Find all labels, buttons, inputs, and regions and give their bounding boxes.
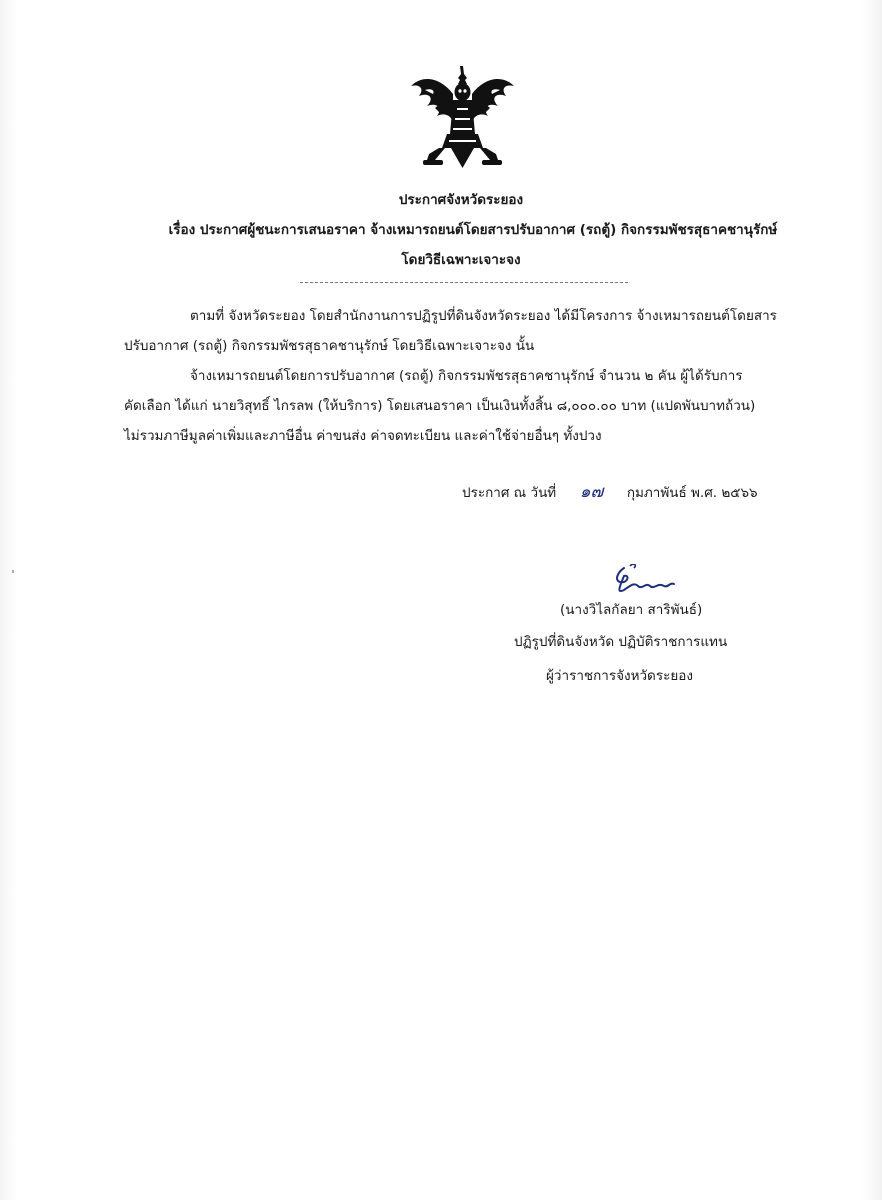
date-month-year: กุมภาพันธ์ พ.ศ. ๒๕๖๖ (626, 485, 758, 501)
procurement-method: โดยวิธีเฉพาะเจาะจง (401, 252, 521, 268)
announcement-date (462, 478, 758, 505)
document-subject: เรื่อง ประกาศผู้ชนะการเสนอราคา จ้างเหมารถยนต์โดยสารปรับอากาศ (รถตู้) กิจกรรมพัชรสุธาคชานุรักษ์ (168, 222, 778, 238)
signatory-name: (นางวิไลกัลยา สาริพันธ์) (560, 602, 703, 618)
title-divider (300, 282, 628, 283)
body-line-4: คัดเลือก ได้แก่ นายวิสุทธิ์ ไกรลพ (ให้บริการ) โดยเสนอราคา เป็นเงินทั้งสิ้น ๘,๐๐๐.๐๐ บาท (แปดพันบาทถ้วน) (124, 398, 756, 414)
date-prefix: ประกาศ ณ วันที่ (462, 485, 557, 501)
signatory-position: ปฏิรูปที่ดินจังหวัด ปฏิบัติราชการแทน (514, 634, 728, 650)
handwritten-signature (594, 564, 684, 598)
body-line-5: ไม่รวมภาษีมูลค่าเพิ่มและภาษีอื่น ค่าขนส่ง ค่าจดทะเบียน และค่าใช้จ่ายอื่นๆ ทั้งปวง (124, 428, 602, 444)
document-title: ประกาศจังหวัดระยอง (398, 192, 524, 208)
garuda-emblem-icon (405, 64, 520, 172)
signatory-title: ผู้ว่าราชการจังหวัดระยอง (546, 668, 693, 684)
body-line-1: ตามที่ จังหวัดระยอง โดยสำนักงานการปฏิรูปที่ดินจังหวัดระยอง ได้มีโครงการ จ้างเหมารถยนต์โดยสาร (190, 308, 777, 324)
body-line-2: ปรับอากาศ (รถตู้) กิจกรรมพัชรสุธาคชานุรักษ์ โดยวิธีเฉพาะเจาะจง นั้น (124, 338, 535, 354)
body-line-3: จ้างเหมารถยนต์โดยการปรับอากาศ (รถตู้) กิจกรรมพัชรสุธาคชานุรักษ์ จำนวน ๒ คัน ผู้ได้รับการ (190, 368, 743, 384)
date-day: ๑๗ (579, 482, 604, 502)
scan-speck (12, 570, 14, 573)
